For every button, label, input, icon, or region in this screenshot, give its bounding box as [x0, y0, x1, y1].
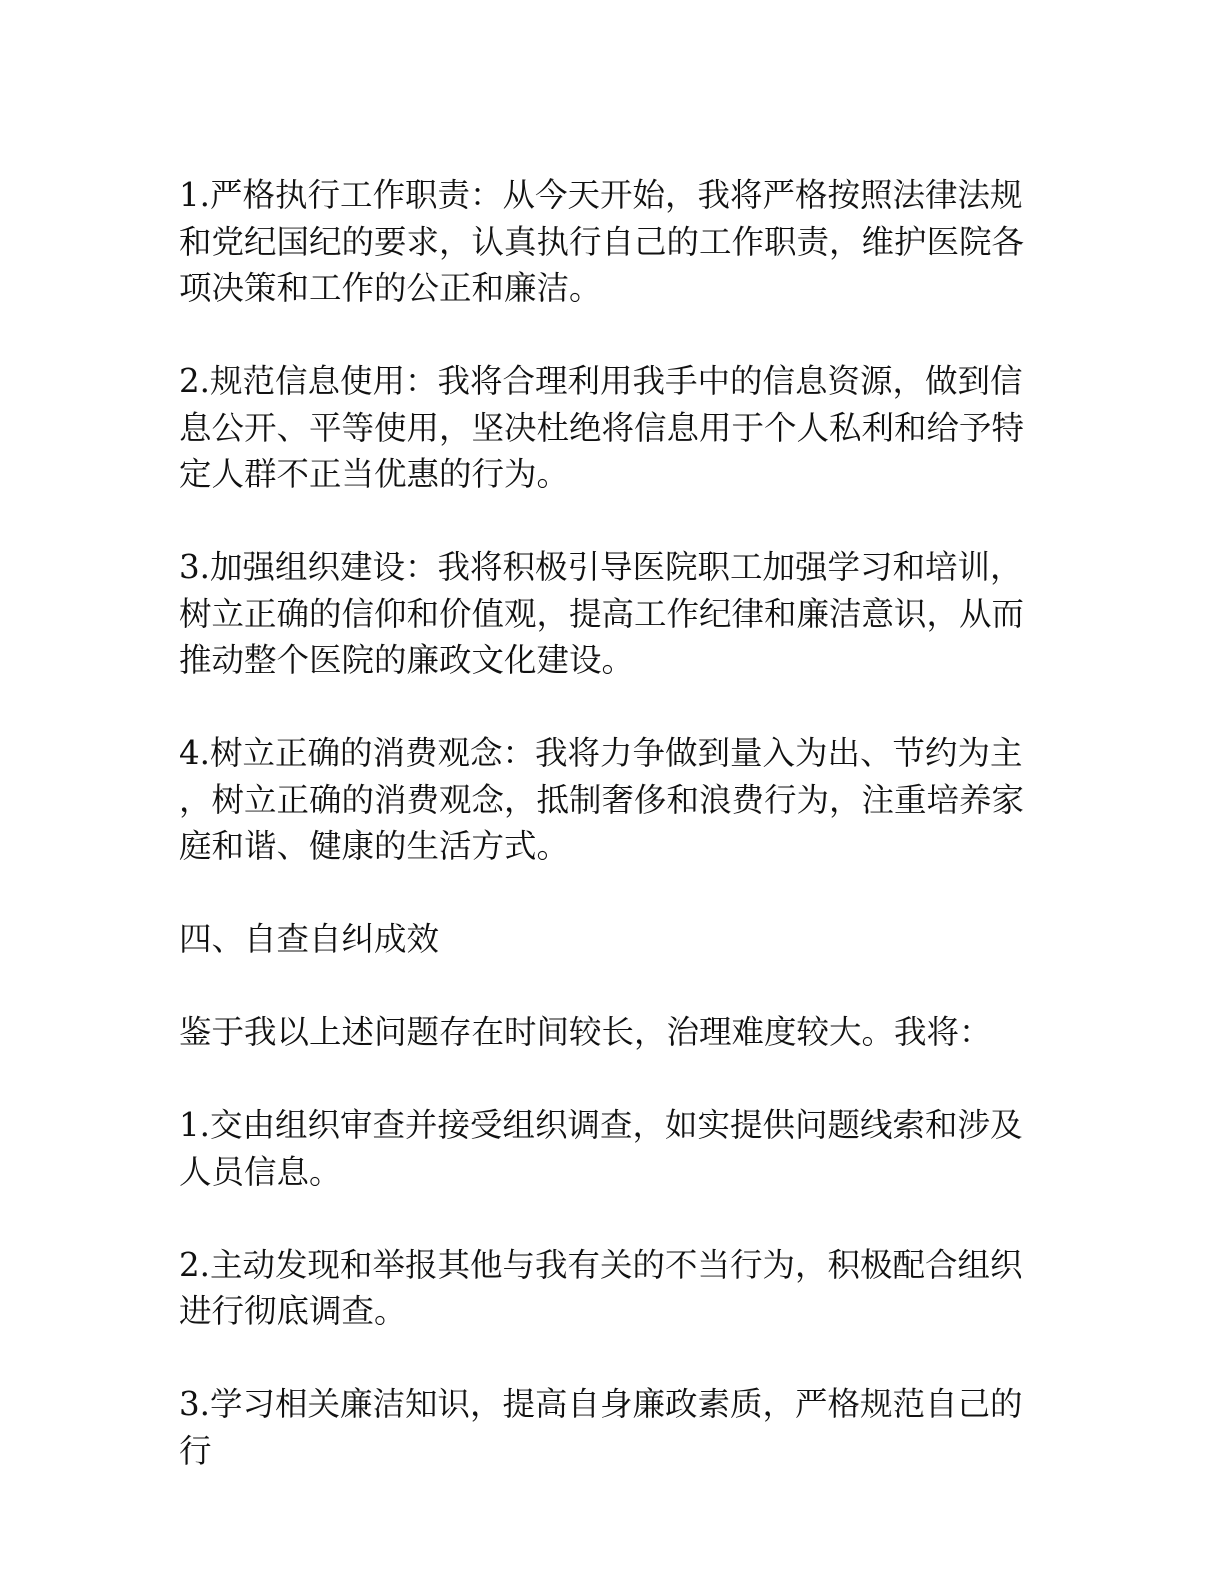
paragraph-report: 2.主动发现和举报其他与我有关的不当行为，积极配合组织进行彻底调查。	[179, 1245, 1023, 1330]
paragraph-consumption-concept: 4.树立正确的消费观念：我将力争做到量入为出、节约为主，树立正确的消费观念，抵制奢侈和浪费行为，注重培养家庭和谐、健康的生活方式。	[179, 734, 1025, 865]
section-heading: 四、自查自纠成效	[179, 920, 440, 958]
paragraph-information-use: 2.规范信息使用：我将合理利用我手中的信息资源，做到信息公开、平等使用，坚决杜绝将信息用于个人私利和给予特定人群不正当优惠的行为。	[179, 362, 1025, 493]
document-body	[179, 172, 1045, 1474]
paragraph-study: 3.学习相关廉洁知识，提高自身廉政素质，严格规范自己的行	[179, 1385, 1023, 1470]
paragraph-duty: 1.严格执行工作职责：从今天开始，我将严格按照法律法规和党纪国纪的要求，认真执行自己的工作职责，维护医院各项决策和工作的公正和廉洁。	[179, 176, 1025, 307]
paragraph-review: 1.交由组织审查并接受组织调查，如实提供问题线索和涉及人员信息。	[179, 1106, 1023, 1191]
paragraph-organization-building: 3.加强组织建设：我将积极引导医院职工加强学习和培训，树立正确的信仰和价值观，提高工作纪律和廉洁意识，从而推动整个医院的廉政文化建设。	[179, 548, 1025, 679]
paragraph-intro: 鉴于我以上述问题存在时间较长，治理难度较大。我将：	[179, 1013, 992, 1051]
